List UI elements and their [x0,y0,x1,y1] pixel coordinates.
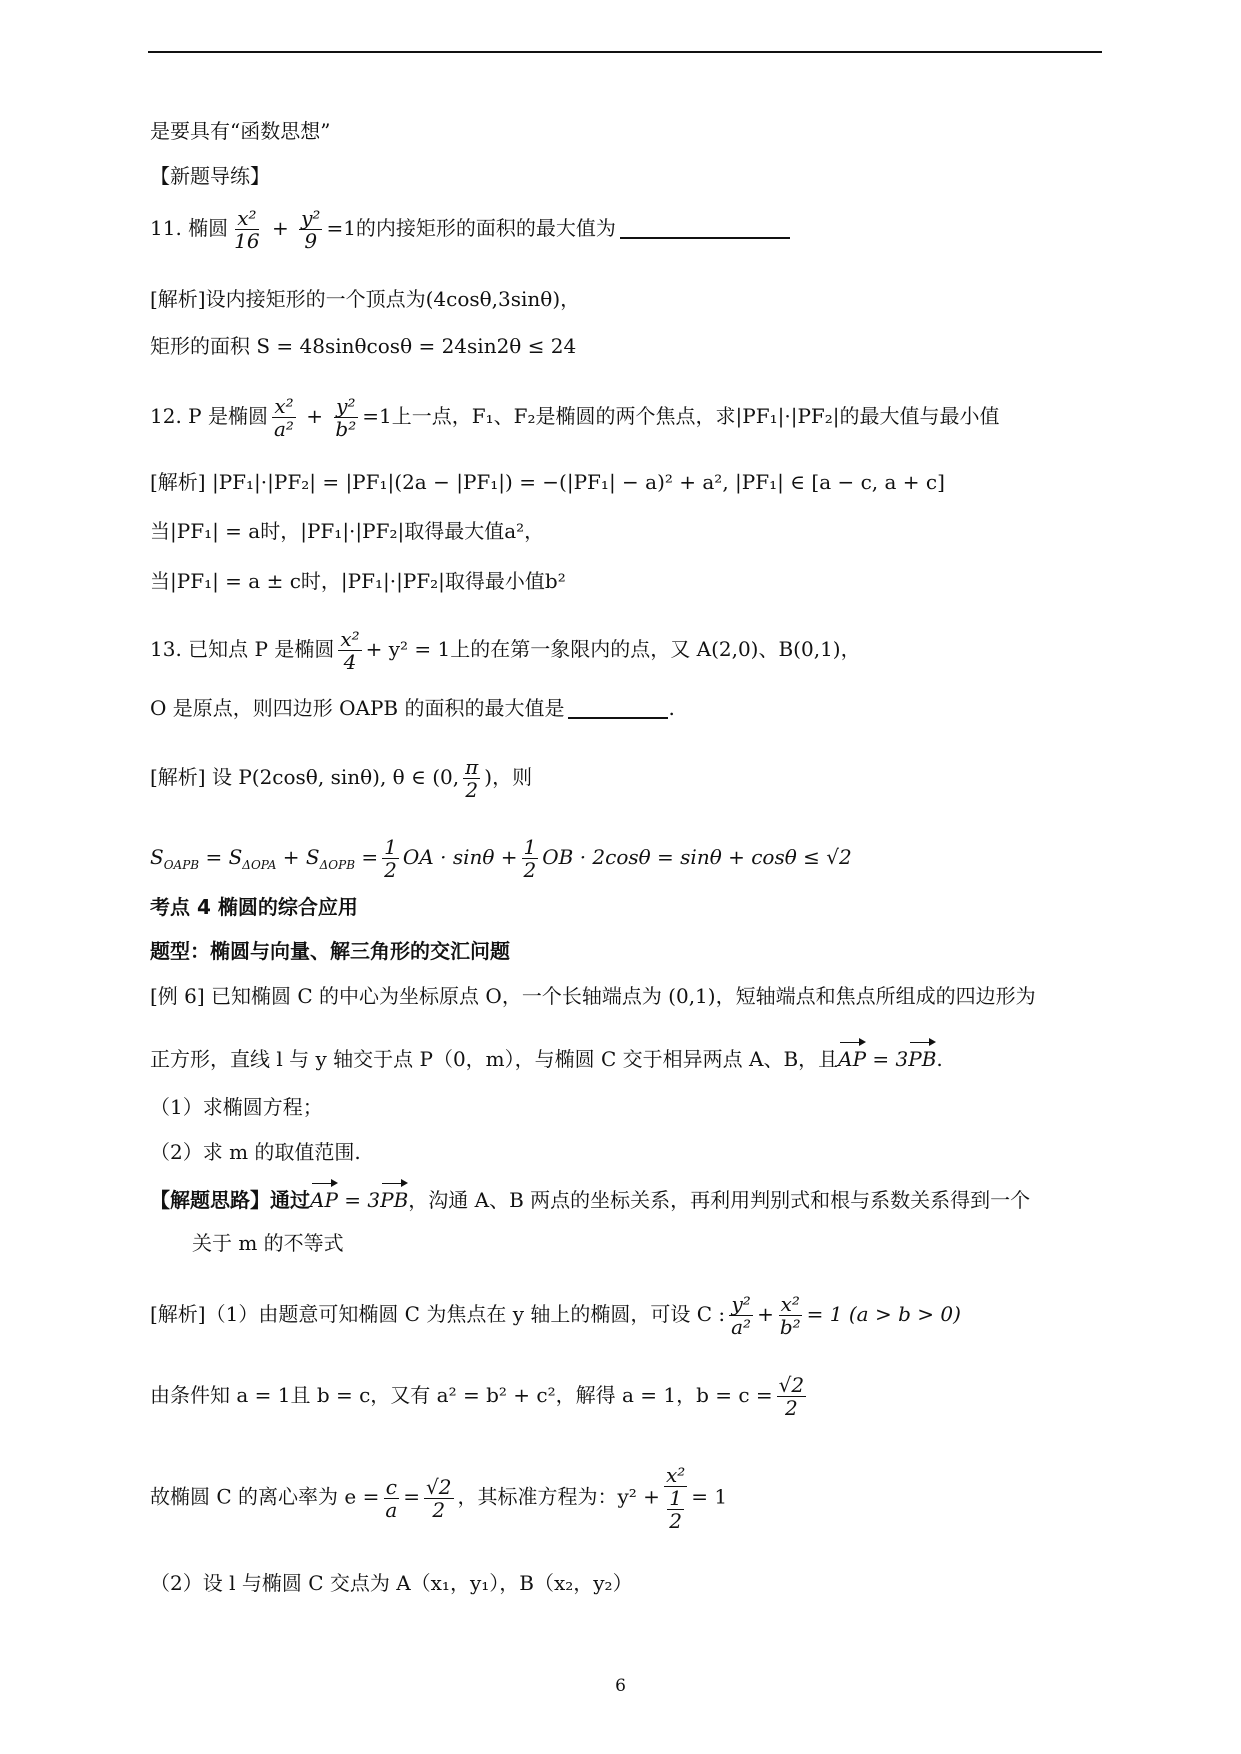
answer-blank [568,699,668,719]
solution-line: 当|PF₁| = a时，|PF₁|·|PF₂|取得最大值a²， [150,519,545,543]
question-1: （1）求椭圆方程； [150,1095,323,1119]
section-heading: 考点 4 椭圆的综合应用 [150,895,358,919]
problem-12: 12. P 是椭圆 $\frac{\text{x²}}{\text{a²}}$ + $\frac{\text{y²}}{\text{b²}}$ =1上一点，F₁、F₂是椭圆的两个焦点，求|PF₁|·|PF₂|的最大值与最小值 [150,394,1000,441]
example-line: [例 6] 已知椭圆 C 的中心为坐标原点 O，一个长轴端点为 (0,1)，短轴端点和焦点所组成的四边形为 [150,984,1036,1008]
solution-line: 故椭圆 C 的离心率为 e = $\frac{c}{a}$ = $\frac{√2}{2}$ ，其标准方程为：y² + $\frac{\text{x²}}{\frac{1}{2}}$ = 1 [150,1463,728,1533]
solution-idea: 【解题思路】通过AP = 3PB，沟通 A、B 两点的坐标关系，再利用判别式和根与系数关系得到一个 [150,1185,1030,1215]
solution-line: 由条件知 a = 1且 b = c，又有 a² = b² + c²，解得 a = 1，b = c = $\frac{√2}{2}$ [150,1373,805,1420]
solution-idea-cont: 关于 m 的不等式 [192,1231,344,1255]
solution-line: [解析] 设 P(2cosθ, sinθ), θ ∈ (0, $\frac{\pi}{2}$ )，则 [150,755,533,802]
header-rule [148,51,1102,53]
example-line: 正方形，直线 l 与 y 轴交于点 P（0，m），与椭圆 C 交于相异两点 A、B，且AP = 3PB. [150,1044,943,1074]
section-heading: 题型：椭圆与向量、解三角形的交汇问题 [150,939,510,963]
problem-11: 11. 椭圆 $\frac{\text{x²}}{16}$ + $\frac{\text{y²}}{9}$ =1的内接矩形的面积的最大值为 [150,207,790,252]
problem-13-cont: O 是原点，则四边形 OAPB 的面积的最大值是 . [150,696,675,720]
answer-blank [620,219,790,239]
solution-line: [解析] |PF₁|·|PF₂| = |PF₁|(2a − |PF₁|) = −(|PF₁| − a)² + a², |PF₁| ∈ [a − c, a + c] [150,470,945,494]
page-number: 6 [615,1676,626,1696]
solution-line: 矩形的面积 S = 48sinθcosθ = 24sin2θ ≤ 24 [150,334,577,358]
solution-line: [解析]（1）由题意可知椭圆 C 为焦点在 y 轴上的椭圆，可设 C : $\frac{\text{y²}}{\text{a²}}$ + $\frac{\text{x²}}{\text{b²}}$ = 1 (a > b > 0) [150,1292,961,1339]
section-label: 【新题导练】 [150,164,270,188]
problem-13: 13. 已知点 P 是椭圆 $\frac{\text{x²}}{4}$ + y² = 1上的在第一象限内的点，又 A(2,0)、B(0,1)， [150,627,861,674]
question-2: （2）求 m 的取值范围. [150,1140,361,1164]
text-line: 是要具有“函数思想” [150,119,331,143]
solution-line: （2）设 l 与椭圆 C 交点为 A（x₁，y₁），B（x₂，y₂） [150,1571,633,1595]
solution-line: 当|PF₁| = a ± c时，|PF₁|·|PF₂|取得最小值b² [150,569,566,593]
solution-line: [解析]设内接矩形的一个顶点为(4cosθ,3sinθ)， [150,287,581,311]
solution-line: $S_{OAPB} = S_{\Delta OPA} + S_{\Delta OPB}$ = $\frac{1}{2}$ OA · sinθ + $\frac{1}{2}$ OB · 2cosθ = sinθ + cosθ ≤ √2 [150,835,852,882]
